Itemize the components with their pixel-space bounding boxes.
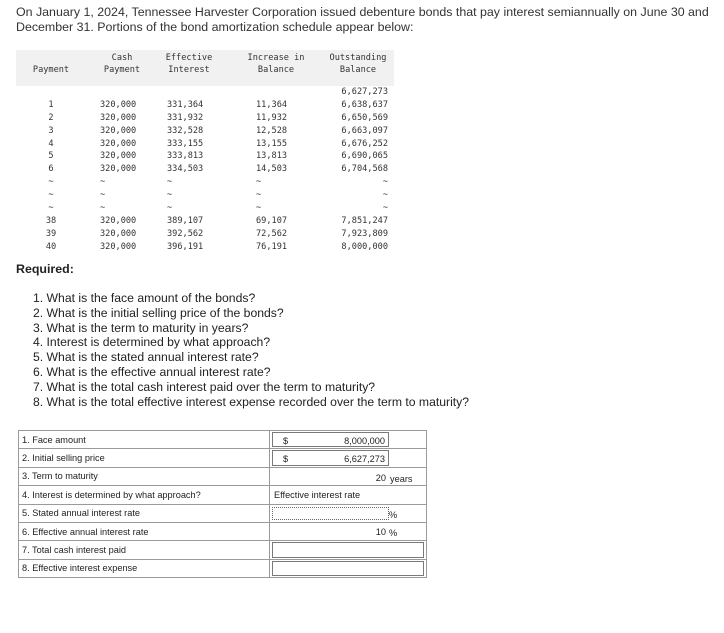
effective-rate-input[interactable]: [272, 524, 389, 539]
question-item: 3. What is the term to maturity in years?: [33, 320, 249, 335]
effective-rate-label: 6. Effective annual interest rate: [19, 522, 270, 540]
balance-cell: 6,676,252: [341, 138, 388, 149]
cash-payment-cell: 320,000: [100, 99, 137, 110]
cash-payment-cell: 320,000: [100, 164, 137, 175]
answer-row-cash-interest: [19, 541, 427, 559]
cash-interest-input[interactable]: [272, 542, 424, 557]
answer-row-stated-rate: [19, 504, 427, 522]
schedule-initial-row: [16, 86, 394, 99]
payment-cell: 1: [48, 99, 54, 110]
amortization-schedule: [16, 50, 394, 254]
effective-interest-cell: ~: [167, 203, 173, 214]
payment-cell: 2: [48, 112, 54, 123]
cash-payment-cell: 320,000: [100, 228, 137, 239]
question-item: 7. What is the total cash interest paid over the term to maturity?: [33, 379, 376, 394]
stated-rate-unit: %: [389, 510, 398, 520]
effective-interest-cell: 389,107: [167, 215, 204, 226]
answer-row-term: [19, 467, 427, 485]
question-item: 1. What is the face amount of the bonds?: [33, 291, 256, 305]
payment-cell: 40: [45, 241, 57, 252]
effective-interest-cell: 333,155: [167, 138, 204, 149]
increase-cell: 13,813: [256, 151, 288, 162]
increase-cell: 11,364: [256, 99, 288, 110]
term-input[interactable]: [272, 470, 389, 483]
increase-cell: ~: [256, 203, 262, 214]
increase-cell: 11,932: [256, 112, 288, 123]
answer-row-approach: [19, 486, 427, 504]
schedule-row: [16, 138, 394, 151]
increase-cell: 72,562: [256, 228, 288, 239]
currency-symbol: $: [283, 454, 289, 465]
balance-cell: 6,704,568: [341, 164, 388, 175]
cash-payment-cell: 320,000: [100, 241, 137, 252]
answer-row-effective-rate: [19, 522, 427, 540]
payment-cell: ~: [48, 177, 54, 188]
payment-cell: ~: [48, 190, 54, 201]
answer-table: [18, 430, 427, 578]
schedule-row: [16, 99, 394, 112]
cash-payment-cell: 320,000: [100, 215, 137, 226]
increase-cell: 12,528: [256, 125, 288, 136]
increase-cell: 13,155: [256, 138, 288, 149]
schedule-row: [16, 202, 394, 215]
initial-balance: 6,627,273: [341, 87, 388, 97]
balance-cell: 6,663,097: [341, 125, 388, 136]
payment-cell: ~: [48, 203, 54, 214]
schedule-header: [16, 50, 394, 86]
question-item: 8. What is the total effective interest expense recorded over the term to maturity?: [33, 394, 470, 409]
balance-cell: ~: [382, 190, 388, 201]
cash-payment-cell: 320,000: [100, 112, 137, 123]
payment-cell: 4: [48, 138, 54, 149]
face-amount-input[interactable]: [272, 432, 389, 447]
effective-interest-cell: 331,364: [167, 99, 204, 110]
interest-expense-input[interactable]: [272, 561, 424, 576]
interest-expense-label: 8. Effective interest expense: [19, 559, 270, 577]
header-payment: Payment: [32, 65, 70, 75]
initial-price-value: 6,627,273: [344, 454, 385, 465]
balance-cell: 8,000,000: [341, 241, 388, 252]
effective-interest-cell: 334,503: [167, 164, 204, 175]
payment-cell: 5: [48, 151, 54, 162]
payment-cell: 39: [45, 228, 57, 239]
schedule-row: [16, 163, 394, 176]
header-cash-payment: Cash Payment: [103, 53, 141, 75]
approach-value: Effective interest rate: [274, 490, 361, 501]
question-item: 5. What is the stated annual interest rate?: [33, 350, 259, 365]
cash-interest-label: 7. Total cash interest paid: [19, 541, 270, 559]
balance-cell: 7,923,809: [341, 228, 388, 239]
effective-rate-unit: %: [389, 528, 398, 538]
cash-payment-cell: 320,000: [100, 138, 137, 149]
increase-cell: 76,191: [256, 241, 288, 252]
schedule-row: [16, 241, 394, 254]
face-amount-value: 8,000,000: [344, 436, 385, 446]
schedule-row: [16, 125, 394, 138]
answer-row-initial-price: [19, 449, 427, 467]
stated-rate-input[interactable]: [272, 507, 389, 520]
schedule-row: [16, 228, 394, 241]
question-item: 2. What is the initial selling price of the bonds?: [33, 305, 284, 320]
schedule-rows: [16, 99, 394, 254]
balance-cell: 7,851,247: [341, 215, 388, 226]
effective-rate-value: 10: [375, 526, 386, 537]
effective-interest-cell: 396,191: [167, 241, 204, 252]
effective-interest-cell: 331,932: [167, 112, 204, 123]
schedule-row: [16, 189, 394, 202]
balance-cell: ~: [382, 203, 388, 214]
effective-interest-cell: ~: [167, 190, 173, 201]
currency-symbol: $: [283, 436, 289, 446]
effective-interest-cell: 332,528: [167, 125, 204, 136]
balance-cell: ~: [382, 177, 388, 188]
question-item: 4. Interest is determined by what approach?: [33, 335, 271, 350]
answer-row-face-amount: [19, 431, 427, 449]
initial-price-input[interactable]: [272, 450, 389, 465]
cash-payment-cell: ~: [100, 203, 106, 214]
header-outstanding-balance: Outstanding Balance: [329, 53, 387, 75]
increase-cell: ~: [256, 190, 262, 201]
effective-interest-cell: 333,813: [167, 151, 204, 162]
schedule-row: [16, 176, 394, 189]
stated-rate-label: 5. Stated annual interest rate: [19, 504, 270, 522]
term-unit: years: [390, 474, 413, 484]
cash-payment-cell: 320,000: [100, 125, 137, 136]
schedule-row: [16, 112, 394, 125]
answer-row-interest-expense: [19, 559, 427, 577]
effective-interest-cell: 392,562: [167, 228, 204, 239]
payment-cell: 6: [48, 164, 54, 175]
initial-price-label: 2. Initial selling price: [19, 449, 270, 467]
header-effective-interest: Effective Interest: [165, 53, 213, 75]
payment-cell: 38: [45, 215, 57, 226]
face-amount-label: 1. Face amount: [19, 431, 270, 449]
header-increase-in-balance: Increase in Balance: [247, 53, 305, 75]
schedule-row: [16, 215, 394, 228]
term-label: 3. Term to maturity: [19, 467, 270, 485]
cash-payment-cell: 320,000: [100, 151, 137, 162]
balance-cell: 6,638,637: [341, 99, 388, 110]
increase-cell: 14,503: [256, 164, 288, 175]
payment-cell: 3: [48, 125, 54, 136]
cash-payment-cell: ~: [100, 190, 106, 201]
increase-cell: ~: [256, 177, 262, 188]
increase-cell: 69,107: [256, 215, 288, 226]
problem-intro: On January 1, 2024, Tennessee Harvester Corporation issued debenture bonds that pay interest semiannually on June 30 and December 31. Portions of the bond amortization schedule appear below:: [16, 5, 709, 34]
approach-select[interactable]: [272, 487, 424, 502]
question-item: 6. What is the effective annual interest rate?: [33, 364, 271, 379]
required-title: Required:: [16, 262, 74, 276]
schedule-row: [16, 150, 394, 163]
balance-cell: 6,650,569: [341, 112, 388, 123]
cash-payment-cell: ~: [100, 177, 106, 188]
balance-cell: 6,690,065: [341, 151, 388, 162]
question-list: [33, 291, 469, 409]
term-value: 20: [375, 472, 386, 483]
approach-label: 4. Interest is determined by what approach?: [19, 486, 270, 504]
effective-interest-cell: ~: [167, 177, 173, 188]
